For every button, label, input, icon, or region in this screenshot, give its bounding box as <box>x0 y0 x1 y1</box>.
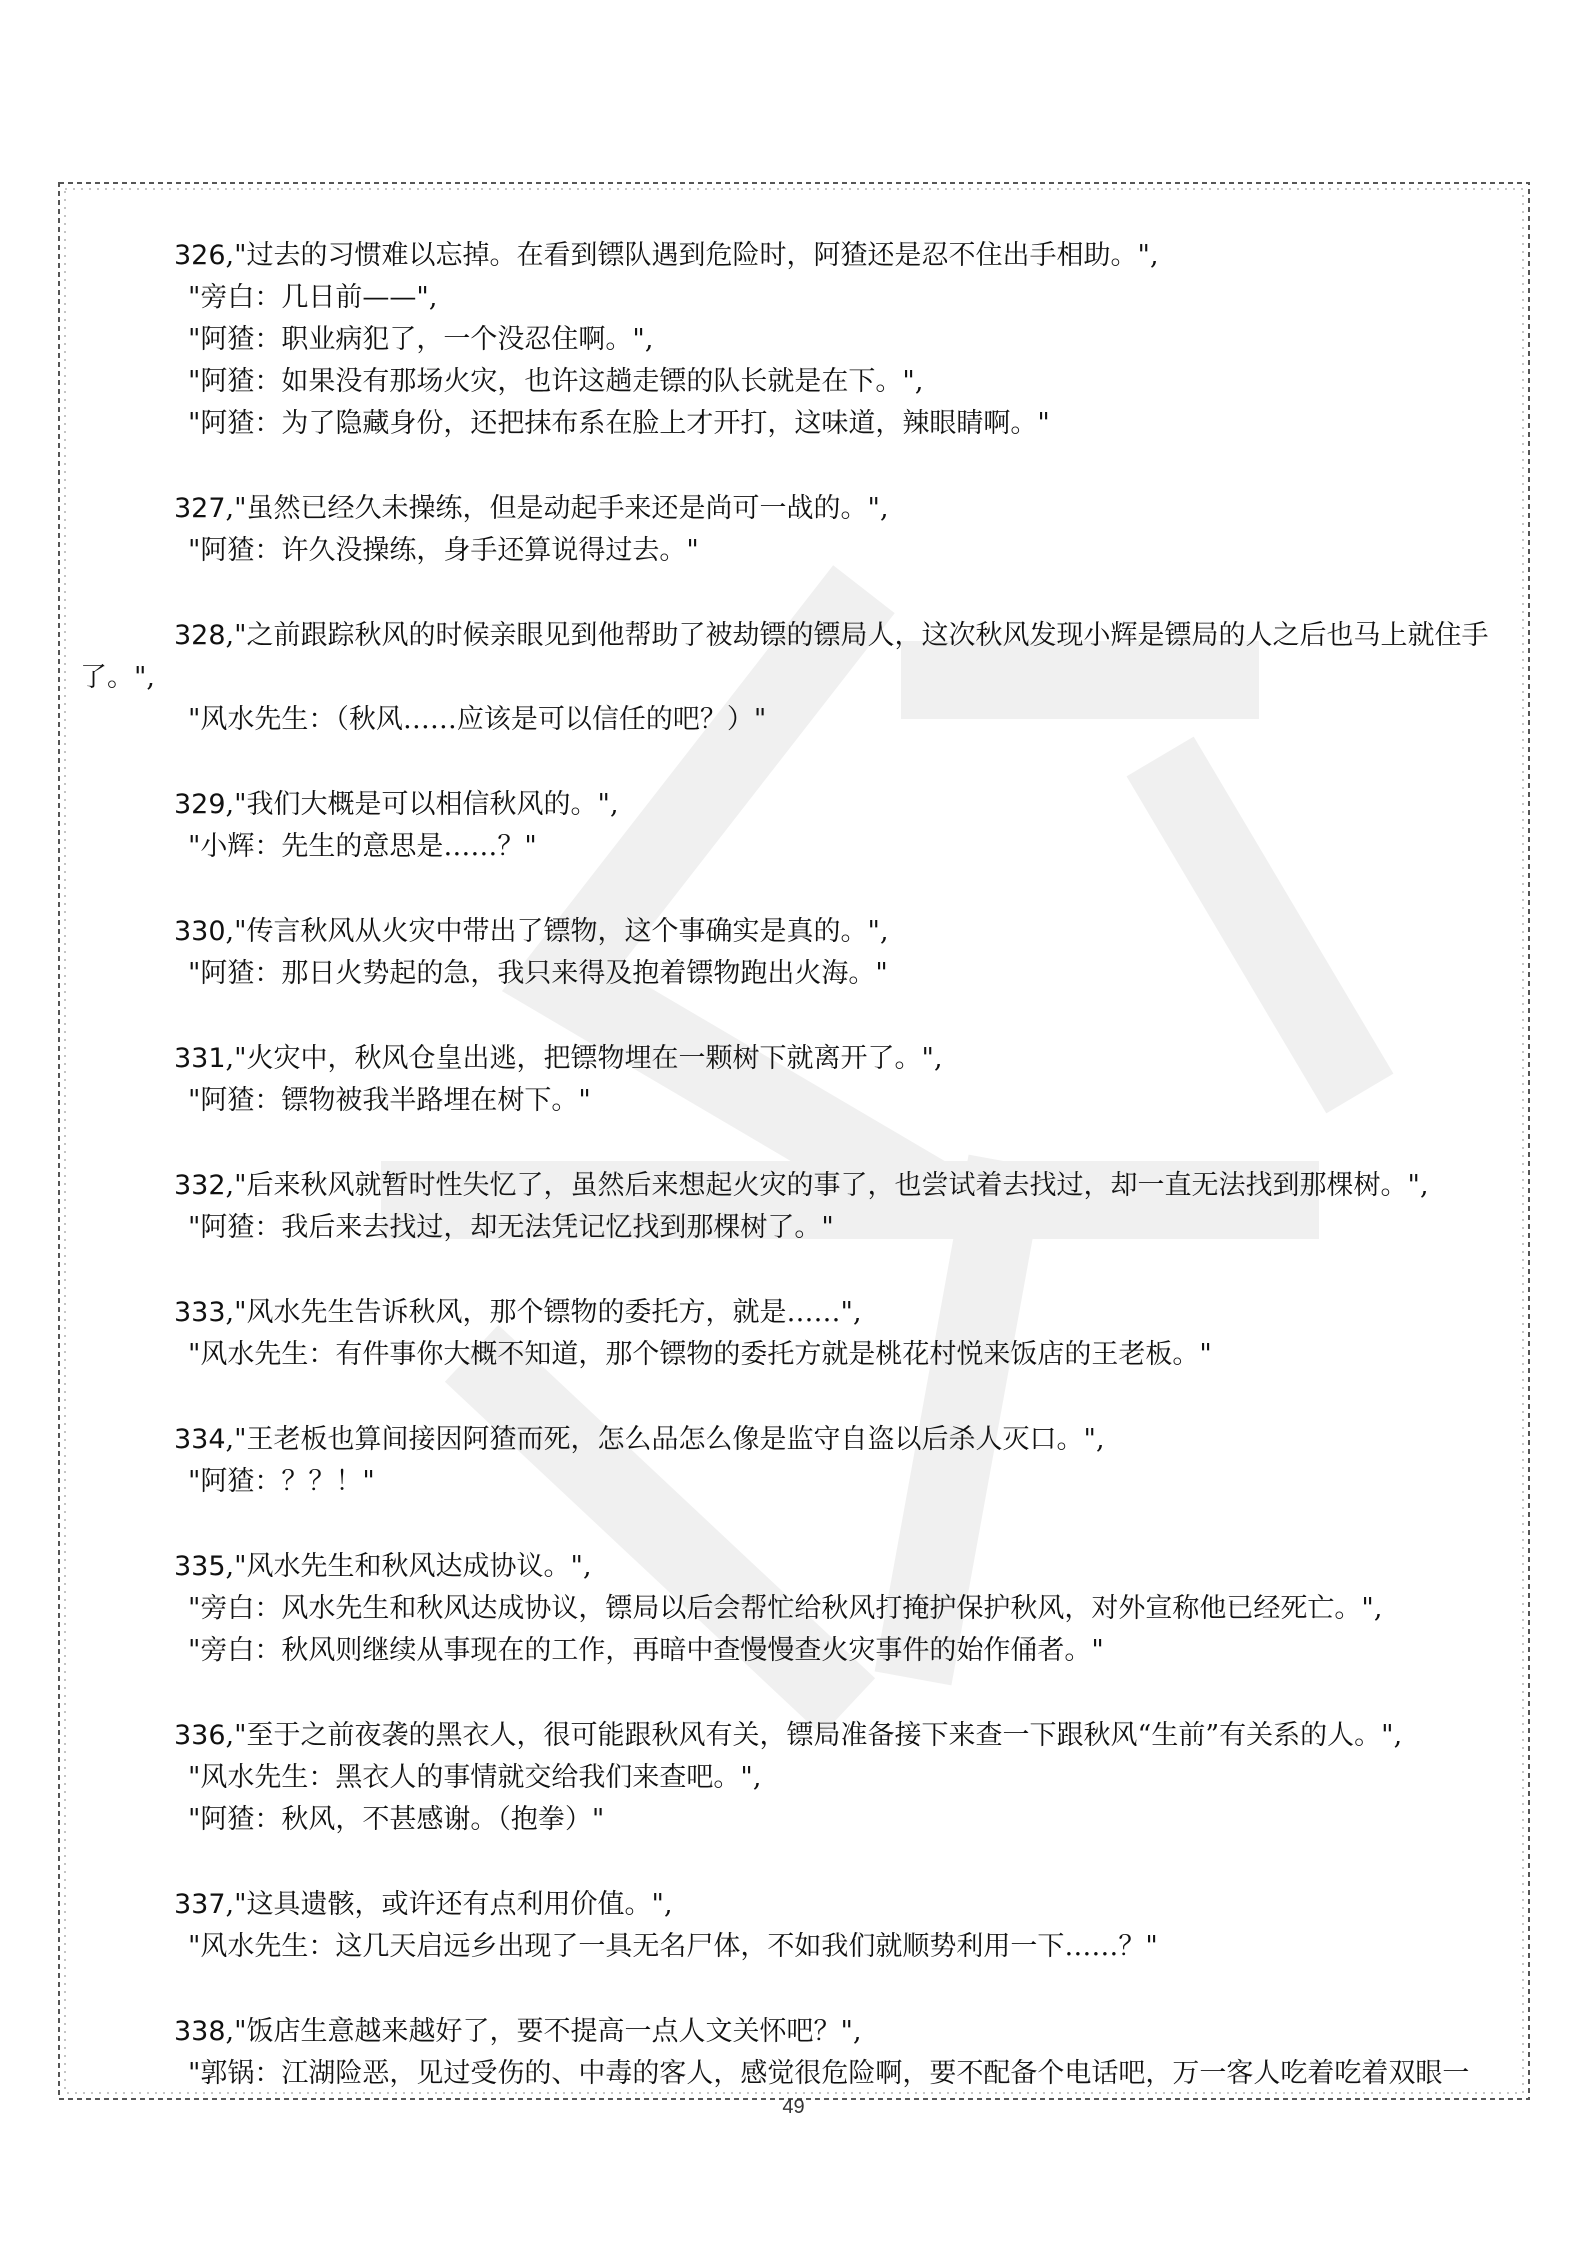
entry-335 <box>80 1546 1520 1672</box>
entry-326 <box>80 235 1520 445</box>
dialogue-line: "旁白：风水先生和秋风达成协议，镖局以后会帮忙给秋风打掩护保护秋风，对外宣称他已经死亡。", <box>188 1593 1383 1624</box>
dialogue-line: "阿猹：？？！" <box>188 1466 375 1497</box>
entry-text: ,"虽然已经久未操练，但是动起手来还是尚可一战的。", <box>225 493 889 524</box>
entry-heading <box>80 2011 1520 2053</box>
dialogue-line: "阿猹：许久没操练，身手还算说得过去。" <box>188 535 699 566</box>
entry-text: ,"风水先生和秋风达成协议。", <box>225 1551 592 1582</box>
dialogue-line: "阿猹：秋风，不甚感谢。（抱拳）" <box>188 1804 605 1835</box>
entry-331 <box>80 1038 1520 1122</box>
entry-text: ,"我们大概是可以相信秋风的。", <box>225 789 619 820</box>
entry-text: ,"饭店生意越来越好了，要不提高一点人文关怀吧？", <box>225 2016 862 2047</box>
entry-number: 329 <box>174 789 226 820</box>
entry-text: ,"风水先生告诉秋风，那个镖物的委托方，就是……", <box>225 1297 862 1328</box>
entry-number: 326 <box>174 240 226 271</box>
entry-338 <box>80 2011 1520 2095</box>
entry-heading <box>80 235 1520 277</box>
dialogue-line: "风水先生：（秋风……应该是可以信任的吧？）" <box>188 704 767 735</box>
dialogue-line: "阿猹：为了隐藏身份，还把抹布系在脸上才开打，这味道，辣眼睛啊。" <box>188 408 1050 439</box>
entry-text: ,"火灾中，秋风仓皇出逃，把镖物埋在一颗树下就离开了。", <box>225 1043 943 1074</box>
entry-text: ,"王老板也算间接因阿猹而死，怎么品怎么像是监守自盗以后杀人灭口。", <box>225 1424 1105 1455</box>
entry-heading <box>80 1884 1520 1926</box>
dialogue-line: "风水先生：黑衣人的事情就交给我们来查吧。", <box>188 1762 762 1793</box>
entry-heading <box>80 784 1520 826</box>
entry-336 <box>80 1715 1520 1841</box>
entry-number: 338 <box>174 2016 226 2047</box>
entry-text: ,"至于之前夜袭的黑衣人，很可能跟秋风有关，镖局准备接下来查一下跟秋风“生前”有关系的人。", <box>225 1720 1403 1751</box>
entry-number: 333 <box>174 1297 226 1328</box>
entry-heading <box>80 1038 1520 1080</box>
dialogue-line: "阿猹：职业病犯了，一个没忍住啊。", <box>188 324 654 355</box>
entry-heading <box>80 911 1520 953</box>
entry-text: ,"传言秋风从火灾中带出了镖物，这个事确实是真的。", <box>225 916 889 947</box>
entry-text: ,"这具遗骸，或许还有点利用价值。", <box>225 1889 673 1920</box>
dialogue-line: "阿猹：镖物被我半路埋在树下。" <box>188 1085 591 1116</box>
entry-number: 335 <box>174 1551 226 1582</box>
dialogue-line: "阿猹：如果没有那场火灾，也许这趟走镖的队长就是在下。", <box>188 366 924 397</box>
page-number: 49 <box>782 2096 805 2118</box>
entry-heading <box>80 615 1520 699</box>
entry-number: 328 <box>174 620 226 651</box>
entry-327 <box>80 488 1520 572</box>
entry-number: 331 <box>174 1043 226 1074</box>
entry-heading <box>80 1165 1520 1207</box>
entry-333 <box>80 1292 1520 1376</box>
dialogue-line: "阿猹：我后来去找过，却无法凭记忆找到那棵树了。" <box>188 1212 834 1243</box>
entry-number: 327 <box>174 493 226 524</box>
dialogue-line: "旁白：秋风则继续从事现在的工作，再暗中查慢慢查火灾事件的始作俑者。" <box>188 1635 1104 1666</box>
entry-number: 334 <box>174 1424 226 1455</box>
entry-heading <box>80 1419 1520 1461</box>
entry-text: ,"之前跟踪秋风的时候亲眼见到他帮助了被劫镖的镖局人，这次秋风发现小辉是镖局的人之后也马上就住手了。", <box>80 620 1489 693</box>
entry-heading <box>80 1546 1520 1588</box>
entry-text: ,"过去的习惯难以忘掉。在看到镖队遇到危险时，阿猹还是忍不住出手相助。", <box>225 240 1159 271</box>
entry-heading <box>80 1292 1520 1334</box>
dialogue-line: "郭锅：江湖险恶，见过受伤的、中毒的客人，感觉很危险啊，要不配备个电话吧，万一客人吃着吃着双眼一 <box>188 2058 1470 2089</box>
document-body <box>80 235 1520 2138</box>
dialogue-line: "旁白：几日前——", <box>188 282 438 313</box>
entry-330 <box>80 911 1520 995</box>
entry-number: 332 <box>174 1170 226 1201</box>
dialogue-line: "风水先生：这几天启远乡出现了一具无名尸体，不如我们就顺势利用一下……？" <box>188 1931 1158 1962</box>
entry-329 <box>80 784 1520 868</box>
entry-number: 330 <box>174 916 226 947</box>
entry-332 <box>80 1165 1520 1249</box>
entry-heading <box>80 1715 1520 1757</box>
dialogue-line: "风水先生：有件事你大概不知道，那个镖物的委托方就是桃花村悦来饭店的王老板。" <box>188 1339 1212 1370</box>
entry-334 <box>80 1419 1520 1503</box>
entry-337 <box>80 1884 1520 1968</box>
entry-heading <box>80 488 1520 530</box>
entry-328 <box>80 615 1520 741</box>
entry-number: 337 <box>174 1889 226 1920</box>
dialogue-line: "阿猹：那日火势起的急，我只来得及抱着镖物跑出火海。" <box>188 958 888 989</box>
entry-number: 336 <box>174 1720 226 1751</box>
entry-text: ,"后来秋风就暂时性失忆了，虽然后来想起火灾的事了，也尝试着去找过，却一直无法找到那棵树。", <box>225 1170 1429 1201</box>
dialogue-line: "小辉：先生的意思是……？" <box>188 831 537 862</box>
